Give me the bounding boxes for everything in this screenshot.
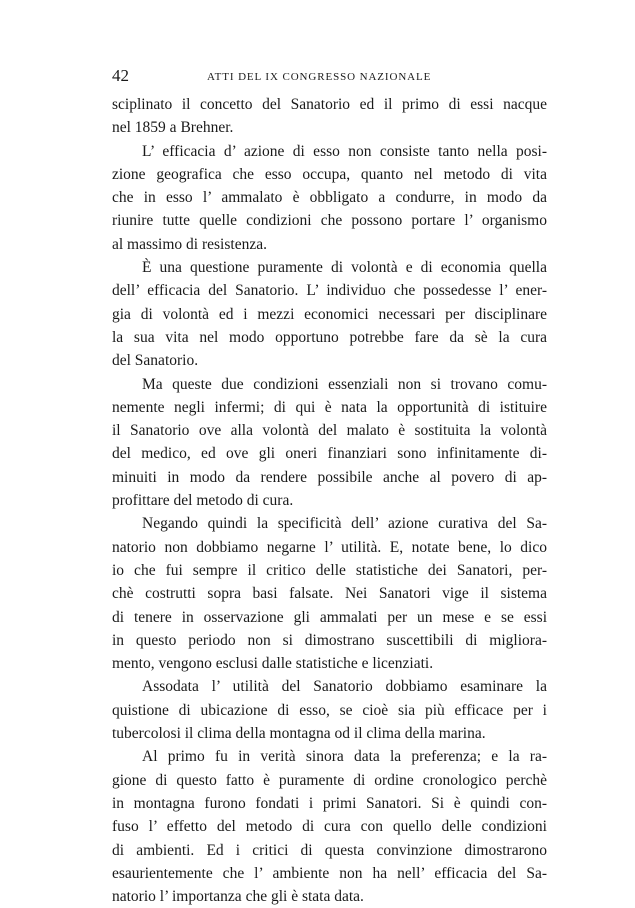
running-head (112, 66, 547, 90)
text-line: minuiti in modo da rendere possibile anche al povero di ap- (112, 468, 547, 486)
text-line: Negando quindi la specificità dell’ azione curativa del Sa- (142, 515, 547, 533)
text-line: del medico, ed ove gli oneri finanziari sono infinitamente di- (112, 445, 547, 463)
text-line: al massimo di resistenza. (112, 235, 267, 253)
text-line: dell’ efficacia del Sanatorio. L’ individuo che possedesse l’ ener- (112, 282, 547, 300)
text-line: io che fui sempre il critico delle statistiche dei Sanatori, per- (112, 561, 547, 579)
text-line: mento, vengono esclusi dalle statistiche e licenziati. (112, 655, 434, 673)
book-page (112, 66, 547, 908)
text-line: in montagna furono fondati i primi Sanatori. Si è quindi con- (112, 794, 547, 812)
text-line: gia di volontà ed i mezzi economici necessari per disciplinare (112, 305, 547, 323)
text-line: il Sanatorio ove alla volontà del malato è sostituita la volontà (112, 422, 547, 440)
text-line: fuso l’ effetto del metodo di cura con quello delle condizioni (112, 818, 547, 836)
page-number: 42 (112, 66, 129, 85)
text-line: zione geografica che esso occupa, quanto nel metodo di vita (112, 165, 547, 183)
text-line: Ma queste due condizioni essenziali non si trovano comu- (142, 375, 547, 393)
text-line: quistione di ubicazione di esso, se cioè sia più efficace per i (112, 701, 547, 719)
running-title: ATTI DEL IX CONGRESSO NAZIONALE (207, 71, 432, 83)
text-line: in questo periodo non si dimostrano suscettibili di migliora- (112, 631, 547, 649)
text-line: profittare del metodo di cura. (112, 492, 294, 510)
text-line: Al primo fu in verità sinora data la preferenza; e la ra- (142, 748, 547, 766)
text-line: natorio l’ importanza che gli è stata data. (112, 888, 364, 906)
text-line: nemente negli infermi; di qui è nata la opportunità di istituire (112, 398, 547, 416)
text-line: gione di questo fatto è puramente di ordine cronologico perchè (112, 771, 547, 789)
body-text (112, 93, 547, 908)
text-line: di ambienti. Ed i critici di questa convinzione dimostrarono (112, 841, 547, 859)
text-line: nel 1859 a Brehner. (112, 119, 234, 137)
text-line: la sua vita nel modo opportuno potrebbe fare da sè la cura (112, 328, 547, 346)
text-line: chè costrutti sopra basi falsate. Nei Sanatori vige il sistema (112, 585, 547, 603)
text-line: tubercolosi il clima della montagna od il clima della marina. (112, 725, 486, 743)
text-line: di tenere in osservazione gli ammalati per un mese e se essi (112, 608, 547, 626)
text-line: Assodata l’ utilità del Sanatorio dobbiamo esaminare la (142, 678, 547, 696)
text-line: che in esso l’ ammalato è obbligato a condurre, in modo da (112, 189, 547, 207)
text-line: esaurientemente che l’ ambiente non ha nell’ efficacia del Sa- (112, 864, 547, 882)
text-line: L’ efficacia d’ azione di esso non consiste tanto nella posi- (142, 142, 547, 160)
text-line: del Sanatorio. (112, 352, 199, 370)
text-line: riunire tutte quelle condizioni che possono portare l’ organismo (112, 212, 547, 230)
text-line: sciplinato il concetto del Sanatorio ed il primo di essi nacque (112, 96, 547, 113)
text-line: È una questione puramente di volontà e di economia quella (142, 259, 547, 277)
text-line: natorio non dobbiamo negarne l’ utilità. E, notate bene, lo dico (112, 538, 547, 556)
